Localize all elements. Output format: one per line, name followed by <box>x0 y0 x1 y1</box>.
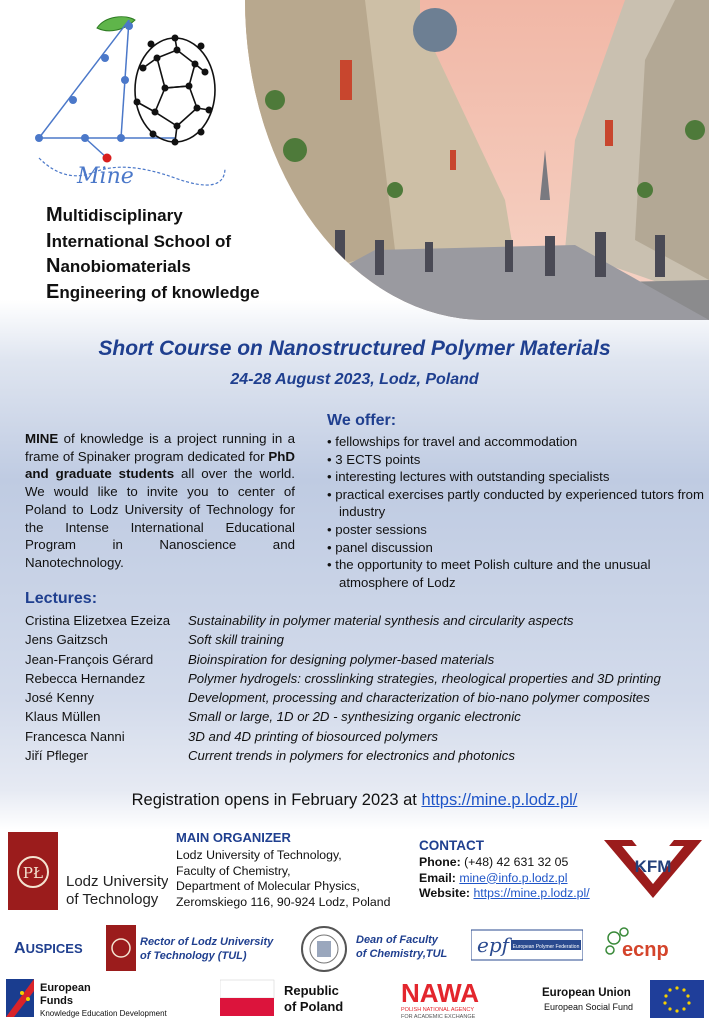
svg-text:NAWA: NAWA <box>401 978 479 1008</box>
dean-seal-icon <box>300 925 348 973</box>
svg-text:epf: epf <box>477 933 510 957</box>
registration-link[interactable]: https://mine.p.lodz.pl/ <box>421 791 578 809</box>
lecture-topic: 3D and 4D printing of biosourced polymers <box>188 728 438 744</box>
lecture-topic: Sustainability in polymer material synthesis and circularity aspects <box>188 613 574 628</box>
lecturer-name: Francesca Nanni <box>25 728 125 744</box>
offer-item: • the opportunity to meet Polish culture and the unusual atmosphere of Lodz <box>327 557 651 590</box>
lecturer-name: Jiří Pfleger <box>25 748 89 764</box>
offer-item: • practical exercises partly conducted by experienced tutors from industry <box>327 486 704 520</box>
lodz-street-photo <box>245 0 709 320</box>
lecturer-name: Jens Gaitzsch <box>25 632 108 648</box>
tul-name-1: Lodz University <box>66 873 168 890</box>
lecture-topic: Polymer hydrogels: crosslinking strategies, rheological properties and 3D printing <box>188 670 661 686</box>
rector-text: Rector of Lodz University of Technology (TUL) <box>140 936 274 962</box>
eu-social-fund-logo <box>540 980 706 1020</box>
svg-text:European: European <box>40 982 91 994</box>
offer-item: • 3 ECTS points <box>327 451 421 467</box>
lecture-row <box>25 611 705 630</box>
registration-notice: Registration opens in February 2023 at https://mine.p.lodz.pl/ <box>131 791 578 809</box>
offer-item: • panel discussion <box>327 539 433 555</box>
lectures-heading: Lectures: <box>25 590 98 607</box>
svg-text:Funds: Funds <box>40 995 73 1007</box>
lecture-row <box>25 669 705 688</box>
lecturer-name: Cristina Elizetxea Ezeiza <box>25 613 171 628</box>
lecture-topic: Soft skill training <box>188 632 285 648</box>
svg-text:FOR ACADEMIC EXCHANGE: FOR ACADEMIC EXCHANGE <box>401 1014 476 1020</box>
lecture-topic: Bioinspiration for designing polymer-based materials <box>188 651 495 667</box>
svg-text:Republic: Republic <box>284 983 339 998</box>
lecture-topic: Development, processing and characterization of bio-nano polymer composites <box>188 690 650 706</box>
lecture-row <box>25 707 705 726</box>
svg-text:ecnp: ecnp <box>622 939 669 961</box>
svg-text:European Social Fund: European Social Fund <box>544 1002 634 1012</box>
nawa-logo <box>399 976 491 1020</box>
auspices-label: AUSPICES <box>14 940 83 957</box>
organizer-address: Lodz University of Technology, Faculty of Chemistry, Department of Molecular Physics, Zeromskiego 116, 90-924 Lodz, Poland <box>176 848 391 909</box>
course-title: Short Course on Nanostructured Polymer Materials <box>98 337 611 360</box>
eu-funds-logo <box>6 977 186 1021</box>
school-name-line: Multidisciplinary <box>46 204 183 226</box>
tul-logo <box>8 832 168 912</box>
offer-list <box>327 433 707 591</box>
contact-heading: CONTACT <box>419 838 484 853</box>
lecture-row <box>25 688 705 707</box>
svg-text:of Poland: of Poland <box>284 999 344 1014</box>
lecture-row <box>25 630 705 649</box>
lecturer-name: José Kenny <box>25 690 94 706</box>
lecture-row <box>25 727 705 746</box>
svg-text:European Union: European Union <box>542 987 631 999</box>
contact-info: Phone: (+48) 42 631 32 05 Email: mine@info.p.lodz.pl Website: https://mine.p.lodz.pl/ <box>419 855 590 900</box>
school-name-line: Nanobiomaterials <box>46 255 191 278</box>
contact-website-link[interactable]: https://mine.p.lodz.pl/ <box>473 886 590 900</box>
svg-text:POLISH NATIONAL AGENCY: POLISH NATIONAL AGENCY <box>401 1007 475 1013</box>
lectures-table <box>25 611 705 765</box>
mine-logo-caption: Mine <box>77 164 134 189</box>
kfm-text: KFM <box>634 857 672 876</box>
svg-text:Knowledge Education Developmen: Knowledge Education Development <box>40 1009 167 1018</box>
lecturer-name: Klaus Müllen <box>25 709 101 725</box>
intro-paragraph: MINE of knowledge is a project running in a frame of Spinaker program dedicated for PhD and graduate students all over the world. We would like to invite you to center of Poland to Lodz University of Technology for the Intense International Educational Program in Nanoscience and Nanotechnology. <box>25 431 295 570</box>
school-name <box>46 203 260 305</box>
lecture-row <box>25 650 705 669</box>
ecnp-logo <box>602 924 698 968</box>
republic-of-poland-logo <box>220 978 355 1018</box>
kfm-logo <box>604 836 702 900</box>
dean-text: Dean of Faculty of Chemistry,TUL <box>356 934 448 960</box>
school-name-line: International School of <box>46 229 232 252</box>
contact-email-link[interactable]: mine@info.p.lodz.pl <box>459 870 568 885</box>
rector-logo <box>106 925 136 971</box>
course-dates: 24-28 August 2023, Lodz, Poland <box>230 371 479 388</box>
offer-item: • fellowships for travel and accommodation <box>327 434 578 449</box>
offer-heading: We offer: <box>327 412 397 429</box>
lecture-topic: Current trends in polymers for electronics and photonics <box>188 748 515 764</box>
offer-item: • poster sessions <box>327 521 427 537</box>
tul-name-2: of Technology <box>66 891 159 908</box>
svg-text:PŁ: PŁ <box>22 864 44 882</box>
school-name-line: Engineering of knowledge <box>46 280 260 303</box>
svg-text:European Polymer Federation: European Polymer Federation <box>512 944 580 950</box>
lecture-topic: Small or large, 1D or 2D - synthesizing organic electronic <box>188 709 521 725</box>
lecturer-name: Rebecca Hernandez <box>25 670 146 686</box>
mine-logo <box>25 8 235 198</box>
lecturer-name: Jean-François Gérard <box>25 651 154 667</box>
contact-phone: (+48) 42 631 32 05 <box>460 855 569 869</box>
epf-logo <box>471 928 583 962</box>
offer-item: • interesting lectures with outstanding specialists <box>327 469 610 485</box>
lecture-row <box>25 746 705 765</box>
organizer-heading: MAIN ORGANIZER <box>176 830 291 845</box>
